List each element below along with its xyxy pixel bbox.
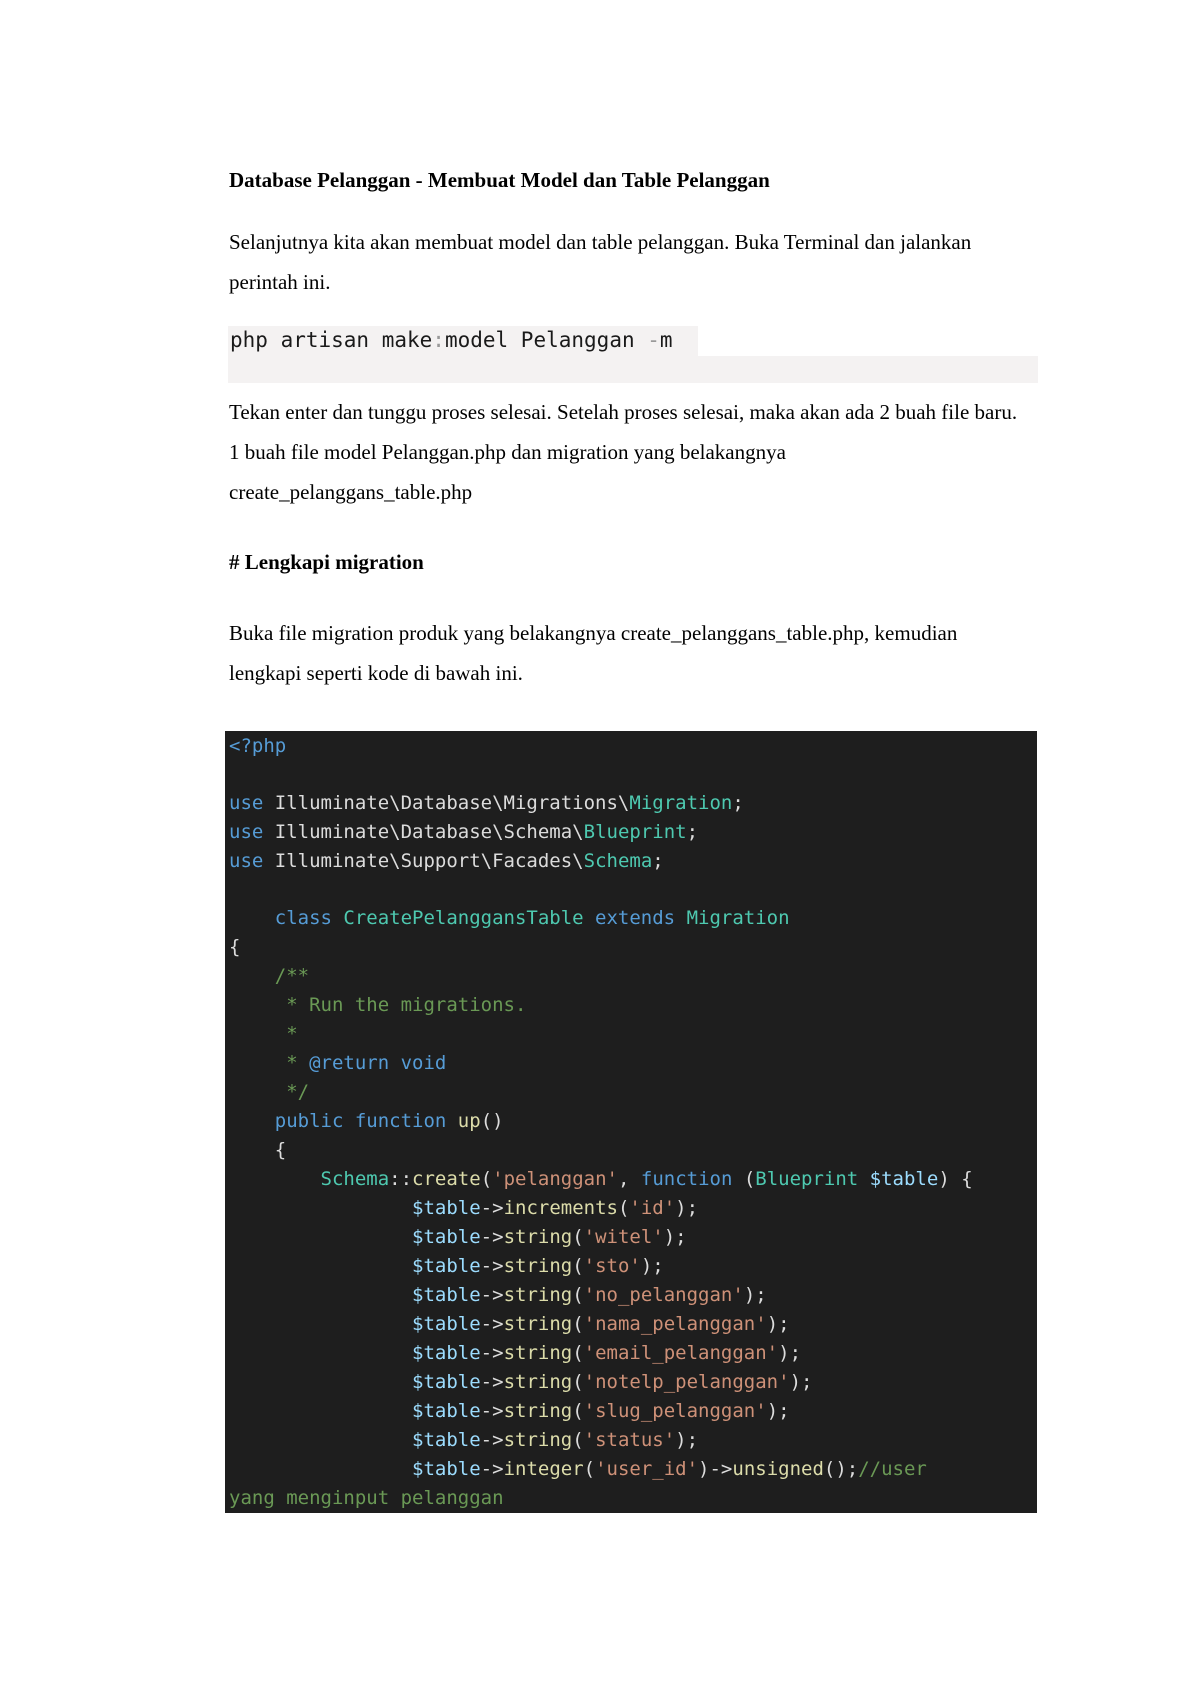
code-line: * @return void — [229, 1052, 447, 1074]
command-part: m — [659, 328, 673, 352]
code-line: use Illuminate\Database\Migrations\Migration; — [229, 792, 744, 814]
command-block — [228, 326, 1038, 383]
code-line: * Run the migrations. — [229, 994, 527, 1016]
code-line: { — [229, 936, 241, 958]
command-text — [230, 328, 673, 352]
instruction-paragraph: Buka file migration produk yang belakangnya create_pelanggans_table.php, kemudian lengkapi seperti kode di bawah ini. — [229, 621, 958, 685]
code-line: $table->string('witel'); — [412, 1226, 687, 1248]
page-title: Database Pelanggan - Membuat Model dan Table Pelanggan — [229, 168, 770, 192]
code-line: { — [229, 1139, 287, 1161]
code-line: /** — [229, 965, 310, 987]
command-separator: : — [432, 328, 445, 352]
code-line: use Illuminate\Support\Facades\Schema; — [229, 850, 664, 872]
command-part: php artisan make — [230, 328, 433, 352]
code-line: Schema::create('pelanggan', function (Blueprint $table) { — [229, 1168, 973, 1190]
command-band — [228, 356, 1038, 383]
code-line: $table->string('notelp_pelanggan'); — [412, 1371, 813, 1393]
code-line: <?php — [229, 735, 287, 757]
section-heading: # Lengkapi migration — [229, 550, 424, 574]
code-line: $table->string('slug_pelanggan'); — [412, 1400, 790, 1422]
intro-paragraph: Selanjutnya kita akan membuat model dan table pelanggan. Buka Terminal dan jalankan perintah ini. — [229, 230, 972, 294]
result-paragraph: Tekan enter dan tunggu proses selesai. Setelah proses selesai, maka akan ada 2 buah file baru. 1 buah file model Pelanggan.php dan migration yang belakangnya create_pelanggans_table.php — [229, 400, 1018, 504]
code-line: use Illuminate\Database\Schema\Blueprint; — [229, 821, 699, 843]
code-line: $table->string('status'); — [412, 1429, 699, 1451]
command-dash: - — [647, 328, 660, 352]
code-line: $table->increments('id'); — [412, 1197, 699, 1219]
code-line: $table->string('nama_pelanggan'); — [412, 1313, 790, 1335]
code-line: */ — [229, 1081, 310, 1103]
code-line: $table->string('sto'); — [412, 1255, 664, 1277]
code-block — [225, 731, 1037, 1513]
code-line: $table->string('no_pelanggan'); — [412, 1284, 767, 1306]
code-line: yang menginput pelanggan — [229, 1487, 504, 1509]
code-line: $table->string('email_pelanggan'); — [412, 1342, 802, 1364]
code-line: * — [229, 1023, 298, 1045]
code-line: class CreatePelanggansTable extends Migration — [229, 907, 790, 929]
code-line: $table->integer('user_id')->unsigned();//user — [229, 1458, 927, 1480]
command-part: model Pelanggan — [444, 328, 648, 352]
code-line: public function up() — [229, 1110, 504, 1132]
